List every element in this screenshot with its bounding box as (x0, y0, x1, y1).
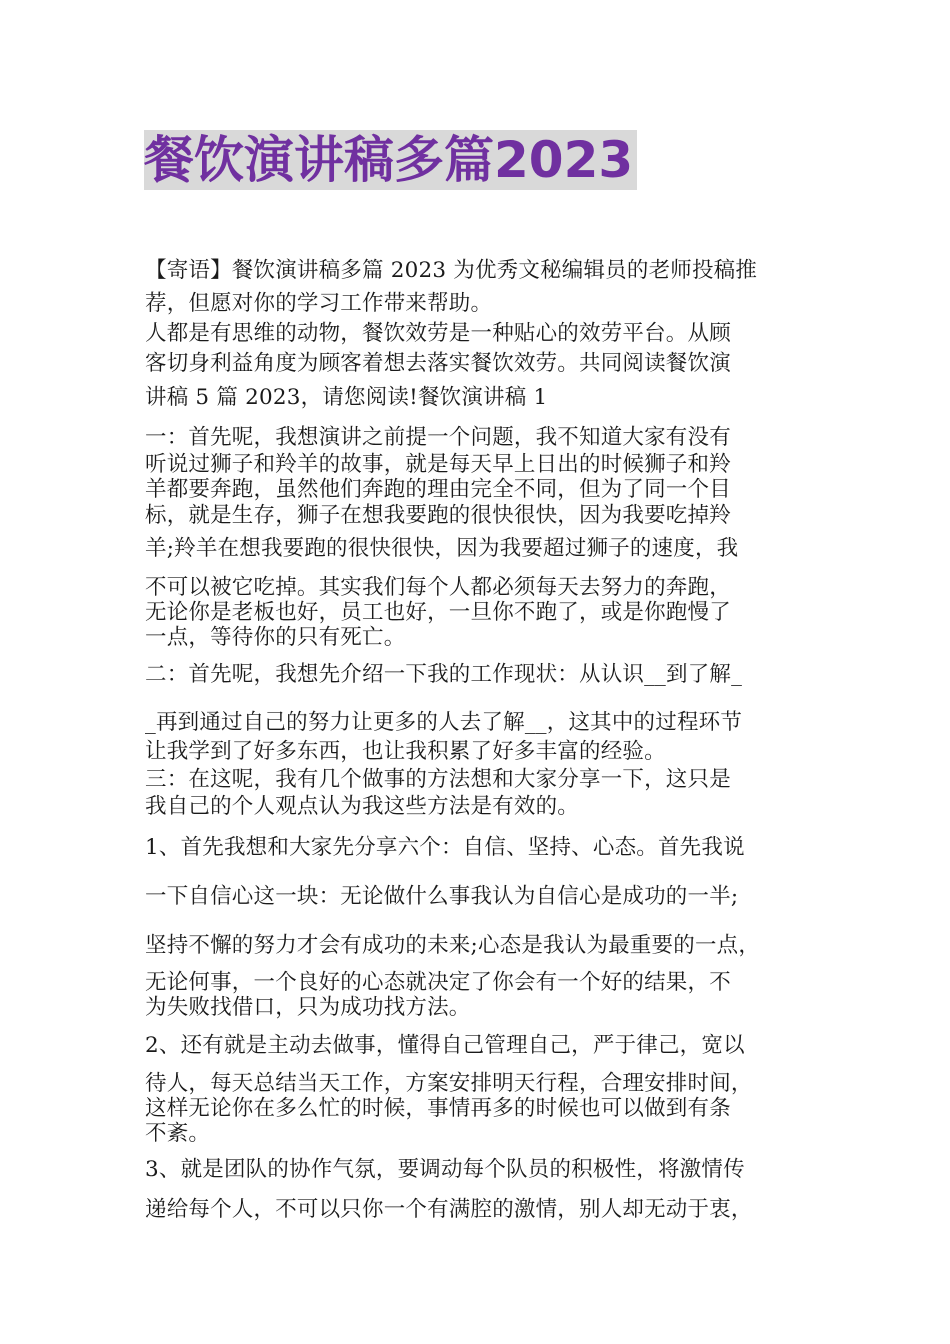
text-line: _再到通过自己的努力让更多的人去了解__，这其中的过程环节 (145, 710, 743, 735)
text-line: 标，就是生存，狮子在想我要跑的很快很快，因为我要吃掉羚 (145, 503, 731, 528)
text-line: 我自己的个人观点认为我这些方法是有效的。 (145, 794, 580, 819)
text-line: 二：首先呢，我想先介绍一下我的工作现状：从认识__到了解_ (145, 662, 743, 687)
text-line: 讲稿 5 篇 2023，请您阅读!餐饮演讲稿 1 (145, 385, 548, 410)
text-line: 人都是有思维的动物，餐饮效劳是一种贴心的效劳平台。从顾 (145, 321, 731, 346)
document-title: 餐饮演讲稿多篇2023 (144, 130, 637, 190)
text-line: 这样无论你在多么忙的时候，事情再多的时候也可以做到有条 (145, 1096, 731, 1121)
text-line: 听说过狮子和羚羊的故事，就是每天早上日出的时候狮子和羚 (145, 452, 731, 477)
text-line: 为失败找借口，只为成功找方法。 (145, 995, 471, 1020)
text-line: 一：首先呢，我想演讲之前提一个问题，我不知道大家有没有 (145, 425, 731, 450)
text-line: 三：在这呢，我有几个做事的方法想和大家分享一下，这只是 (145, 767, 731, 792)
text-line: 荐，但愿对你的学习工作带来帮助。 (145, 291, 493, 316)
text-line: 一点，等待你的只有死亡。 (145, 625, 406, 650)
text-line: 羊;羚羊在想我要跑的很快很快，因为我要超过狮子的速度，我 (145, 536, 739, 561)
text-line: 无论何事，一个良好的心态就决定了你会有一个好的结果，不 (145, 970, 731, 995)
text-line: 不可以被它吃掉。其实我们每个人都必须每天去努力的奔跑， (145, 575, 731, 600)
text-line: 羊都要奔跑，虽然他们奔跑的理由完全不同，但为了同一个目 (145, 477, 731, 502)
text-line: 让我学到了好多东西，也让我积累了好多丰富的经验。 (145, 739, 666, 764)
text-line: 坚持不懈的努力才会有成功的未来;心态是我认为最重要的一点， (145, 933, 761, 958)
text-line: 无论你是老板也好，员工也好，一旦你不跑了，或是你跑慢了 (145, 600, 731, 625)
text-line: 1、首先我想和大家先分享六个：自信、坚持、心态。首先我说 (145, 835, 745, 860)
text-line: 【寄语】餐饮演讲稿多篇 2023 为优秀文秘编辑员的老师投稿推 (145, 258, 758, 283)
text-line: 待人，每天总结当天工作，方案安排明天行程，合理安排时间， (145, 1071, 753, 1096)
text-line: 一下自信心这一块：无论做什么事我认为自信心是成功的一半; (145, 884, 739, 909)
text-line: 不紊。 (145, 1121, 211, 1146)
text-line: 3、就是团队的协作气氛，要调动每个队员的积极性，将激情传 (145, 1157, 745, 1182)
text-line: 递给每个人，不可以只你一个有满腔的激情，别人却无动于衷， (145, 1197, 753, 1222)
text-line: 2、还有就是主动去做事，懂得自己管理自己，严于律己，宽以 (145, 1033, 745, 1058)
text-line: 客切身利益角度为顾客着想去落实餐饮效劳。共同阅读餐饮演 (145, 351, 731, 376)
